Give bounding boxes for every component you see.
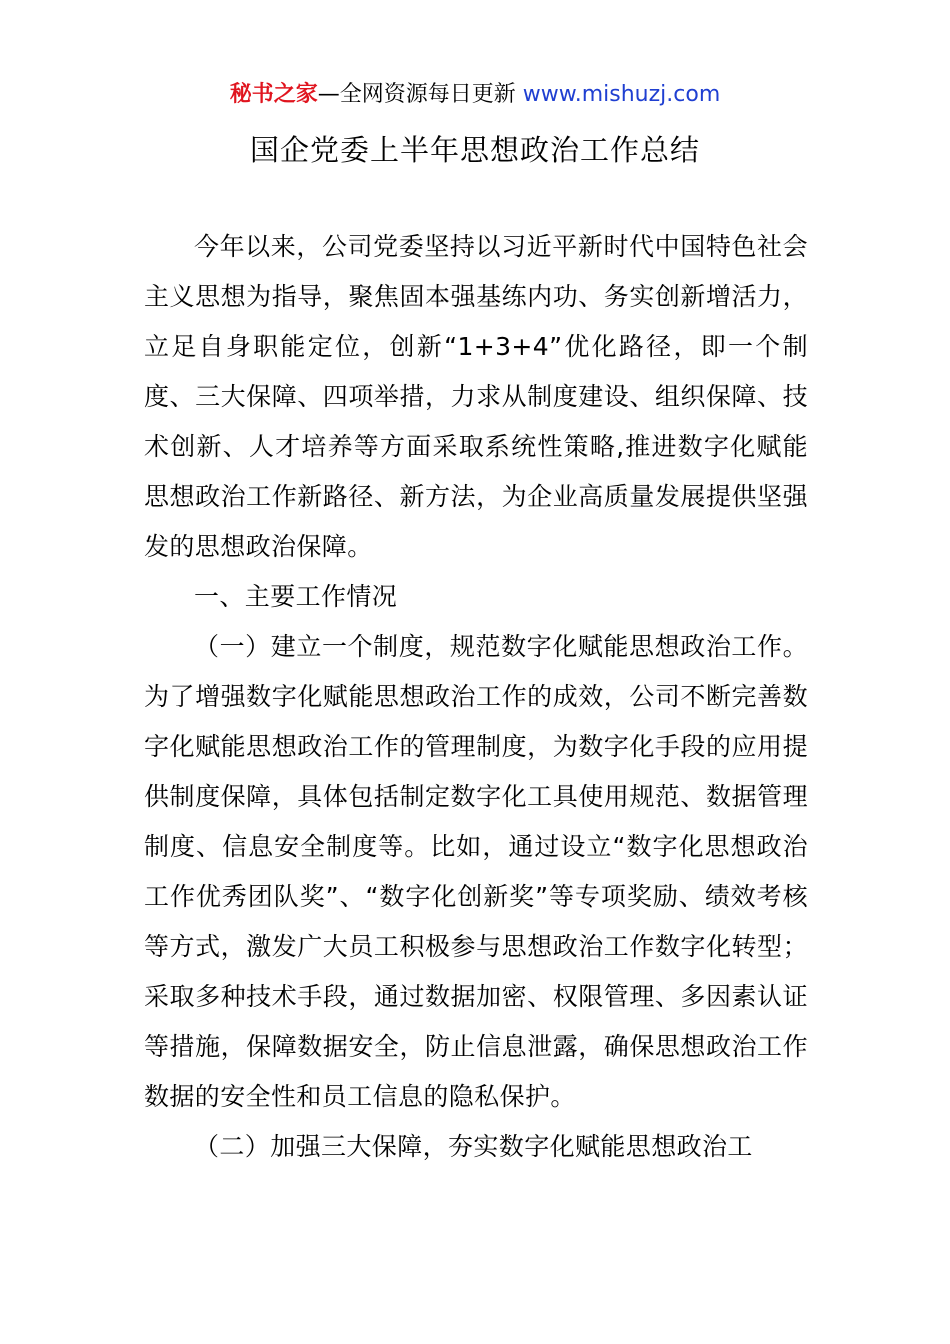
site-tagline: —全网资源每日更新 <box>317 82 523 107</box>
site-url-link[interactable]: www.mishuzj.com <box>522 82 721 107</box>
document-title: 国企党委上半年思想政治工作总结 <box>249 133 700 167</box>
site-header <box>0 80 950 110</box>
intro-paragraph: 今年以来，公司党委坚持以习近平新时代中国特色社会主义思想为指导，聚焦固本强基练内功、务实创新增活力，立足自身职能定位，创新“1+3+4”优化路径，即一个制度、三大保障、四项举措，力求从制度建设、组织保障、技术创新、人才培养等方面采取系统性策略,推进数字化赋能思想政治工作新路径、新方法，为企业高质量发展提供坚强发的思想政治保障。 <box>144 232 808 561</box>
site-brand: 秘书之家 <box>229 82 318 107</box>
subsection-paragraph-2: （二）加强三大保障，夯实数字化赋能思想政治工 <box>194 1132 753 1161</box>
document-body <box>144 222 808 1172</box>
subsection-paragraph-1: （一）建立一个制度，规范数字化赋能思想政治工作。为了增强数字化赋能思想政治工作的成效，公司不断完善数字化赋能思想政治工作的管理制度，为数字化手段的应用提供制度保障，具体包括制定数字化工具使用规范、数据管理制度、信息安全制度等。比如，通过设立“数字化思想政治工作优秀团队奖”、“数字化创新奖”等专项奖励、绩效考核等方式，激发广大员工积极参与思想政治工作数字化转型；采取多种技术手段，通过数据加密、权限管理、多因素认证等措施，保障数据安全，防止信息泄露，确保思想政治工作数据的安全性和员工信息的隐私保护。 <box>144 632 808 1111</box>
section-heading: 一、主要工作情况 <box>194 582 398 611</box>
